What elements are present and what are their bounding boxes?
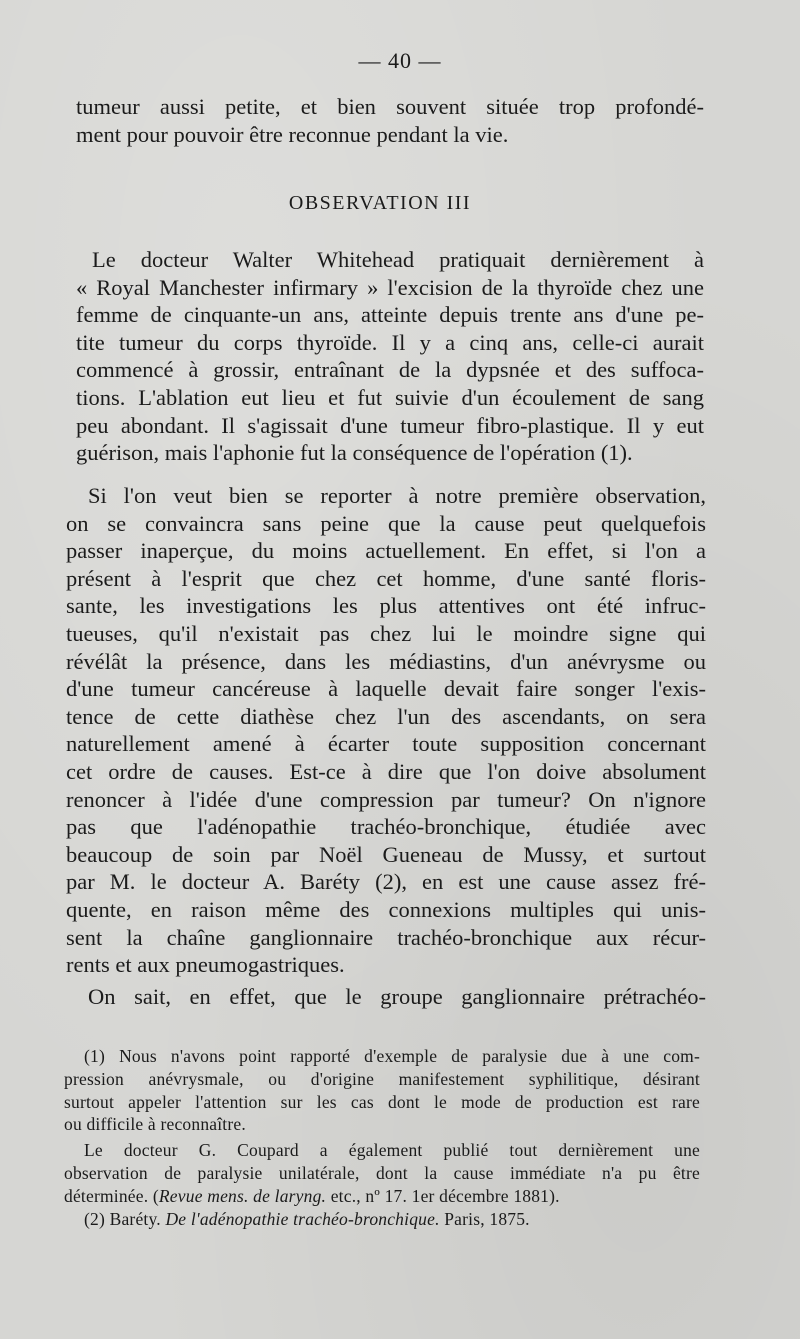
text-line: On sait, en effet, que le groupe ganglionnaire prétrachéo-: [88, 983, 706, 1009]
footnote-text: Paris, 1875.: [439, 1208, 530, 1229]
text-line: Si l'on veut bien se reporter à notre première observation,: [88, 483, 706, 508]
footnote-line: pression anévrysmale, ou d'origine manifestement syphilitique, désirant: [64, 1068, 700, 1089]
text-line: « Royal Manchester infirmary » l'excision de la thyroïde chez une: [76, 274, 704, 300]
text-line: tions. L'ablation eut lieu et fut suivie d'un écoulement de sang: [76, 384, 704, 410]
text-line: présent à l'esprit que chez cet homme, d'une santé floris-: [66, 565, 706, 591]
text-line: tumeur aussi petite, et bien souvent située trop profondé-: [76, 94, 704, 119]
text-line: Le docteur Walter Whitehead pratiquait dernièrement à: [92, 247, 704, 272]
section-heading: OBSERVATION III: [288, 192, 472, 214]
text-line: révélât la présence, dans les médiastins, d'un anévrysme ou: [66, 648, 706, 674]
text-line: rents et aux pneumogastriques.: [66, 952, 345, 978]
text-line: quente, en raison même des connexions multiples qui unis-: [66, 896, 706, 922]
text-line: sante, les investigations les plus attentives ont été infruc-: [66, 593, 706, 619]
text-line: par M. le docteur A. Baréty (2), en est une cause assez fré-: [66, 869, 706, 895]
page-number: — 40 —: [358, 48, 442, 73]
text-line: d'une tumeur cancéreuse à laquelle devait faire songer l'exis-: [66, 676, 706, 702]
text-line: beaucoup de soin par Noël Gueneau de Mussy, et surtout: [66, 841, 706, 867]
text-line: peu abondant. Il s'agissait d'une tumeur fibro-plastique. Il y eut: [76, 412, 704, 438]
footnote-text: (2) Baréty.: [84, 1208, 166, 1229]
footnote-text: etc., nº 17. 1er décembre 1881).: [326, 1185, 560, 1206]
text-line: ment pour pouvoir être reconnue pendant la vie.: [76, 121, 509, 147]
text-line: femme de cinquante-un ans, atteinte depuis trente ans d'une pe-: [76, 302, 704, 328]
text-line: cet ordre de causes. Est-ce à dire que l'on doive absolument: [66, 758, 706, 784]
text-line: renoncer à l'idée d'une compression par tumeur? On n'ignore: [66, 786, 706, 812]
footnote-line: [64, 1208, 700, 1231]
footnote-line: ou difficile à reconnaître.: [64, 1114, 246, 1135]
footnote-line: [64, 1185, 700, 1208]
discussion-paragraph: [66, 482, 706, 1010]
text-line: passer inaperçue, du moins actuellement. En effet, si l'on a: [66, 538, 706, 564]
text-line: tence de cette diathèse chez l'un des ascendants, on sera: [66, 703, 706, 729]
text-line: tueuses, qu'il n'existait pas chez lui le moindre signe qui: [66, 620, 706, 646]
text-line: sent la chaîne ganglionnaire trachéo-bronchique aux récur-: [66, 924, 706, 950]
text-line: tite tumeur du corps thyroïde. Il y a cinq ans, celle-ci aurait: [76, 329, 704, 355]
opening-paragraph: [76, 93, 704, 148]
footnotes: [64, 1045, 700, 1230]
text-line: pas que l'adénopathie trachéo-bronchique, étudiée avec: [66, 814, 706, 840]
book-title: De l'adénopathie trachéo-bronchique.: [165, 1208, 440, 1229]
footnote-line: observation de paralysie unilatérale, dont la cause immédiate n'a pu être: [64, 1162, 700, 1183]
text-line: commencé à grossir, entraînant de la dypsnée et des suffoca-: [76, 357, 704, 383]
journal-title: Revue mens. de laryng.: [158, 1185, 327, 1206]
observation-paragraph: [76, 246, 704, 467]
text-line: on se convaincra sans peine que la cause peut quelquefois: [66, 510, 706, 536]
footnote-line: (1) Nous n'avons point rapporté d'exemple de paralysie due à une com-: [84, 1046, 700, 1066]
footnote-line: surtout appeler l'attention sur les cas dont le mode de production est rare: [64, 1091, 700, 1112]
text-line: guérison, mais l'aphonie fut la conséquence de l'opération (1).: [76, 440, 633, 466]
footnote-line: Le docteur G. Coupard a également publié tout dernièrement une: [84, 1140, 700, 1161]
footnote-text: déterminée. (: [64, 1185, 159, 1206]
text-line: naturellement amené à écarter toute supposition concernant: [66, 731, 706, 757]
